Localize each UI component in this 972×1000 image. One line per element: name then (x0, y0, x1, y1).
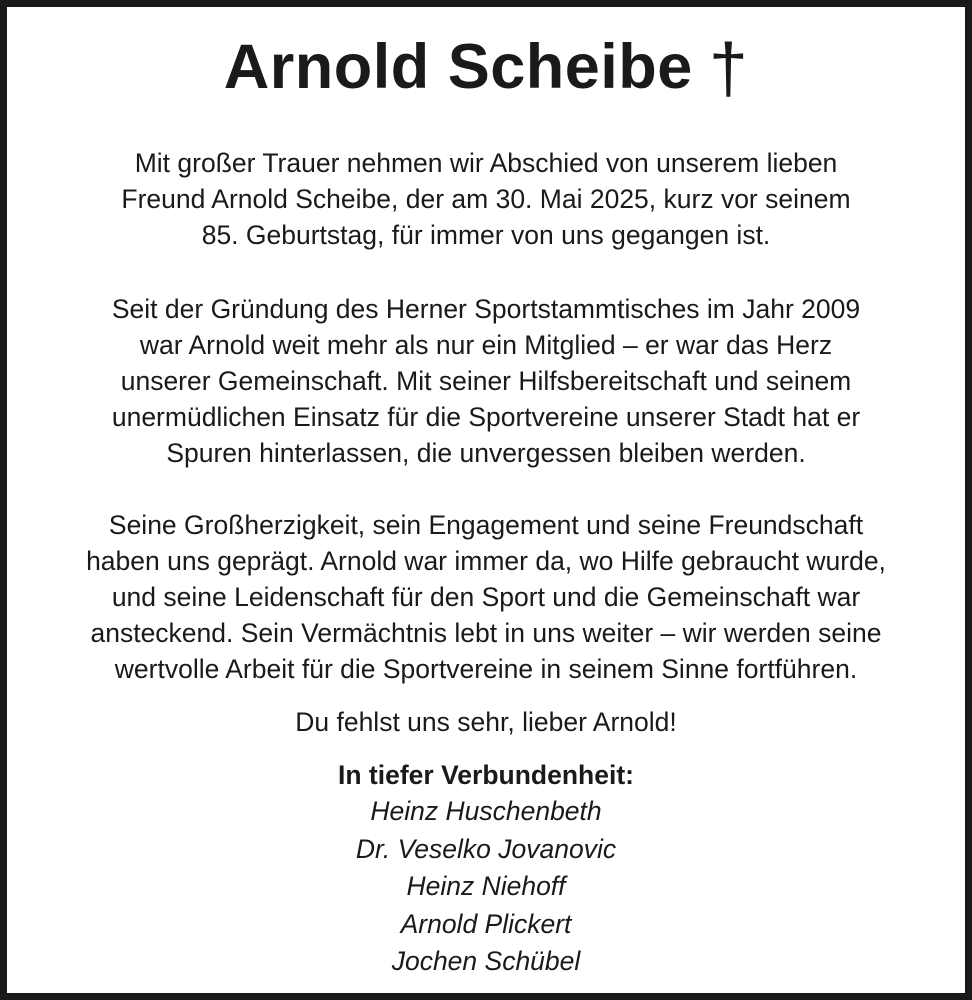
paragraph-announcement: Mit großer Trauer nehmen wir Abschied von unserem lieben Freund Arnold Scheibe, der am 30. Mai 2025, kurz vor seinem 85. Geburtstag, für immer von uns gegangen ist. (121, 148, 851, 250)
signoff-heading: In tiefer Verbundenheit: (338, 760, 634, 790)
paragraph-farewell: Du fehlst uns sehr, lieber Arnold! (295, 707, 677, 737)
signatory-name: Heinz Huschenbeth (370, 796, 602, 826)
cross-icon: † (708, 29, 749, 107)
signatory-name: Arnold Plickert (400, 908, 572, 939)
signatory-list (7, 793, 965, 981)
signatory-name: Dr. Veselko Jovanovic (355, 833, 617, 864)
deceased-name-heading (7, 29, 965, 107)
signatory-name: Jochen Schübel (391, 946, 581, 976)
deceased-name: Arnold Scheibe (223, 32, 693, 102)
paragraph-legacy: Seine Großherzigkeit, sein Engagement und seine Freundschaft haben uns geprägt. Arnold war immer da, wo Hilfe gebraucht wurde, und seine Leidenschaft für den Sport und die Gemeinschaft war ansteckend. Sein Vermächtnis lebt in uns weiter – wir werden seine wertvolle Arbeit für die Sportvereine in seinem Sinne fortführen. (86, 510, 886, 684)
signatory-name: Heinz Niehoff (406, 871, 566, 901)
paragraph-history: Seit der Gründung des Herner Sportstammtisches im Jahr 2009 war Arnold weit mehr als nur ein Mitglied – er war das Herz unserer Gemeinschaft. Mit seiner Hilfsbereitschaft und seinem unermüdlichen Einsatz für die Sportvereine unserer Stadt hat er Spuren hinterlassen, die unvergessen bleiben werden. (111, 294, 861, 468)
